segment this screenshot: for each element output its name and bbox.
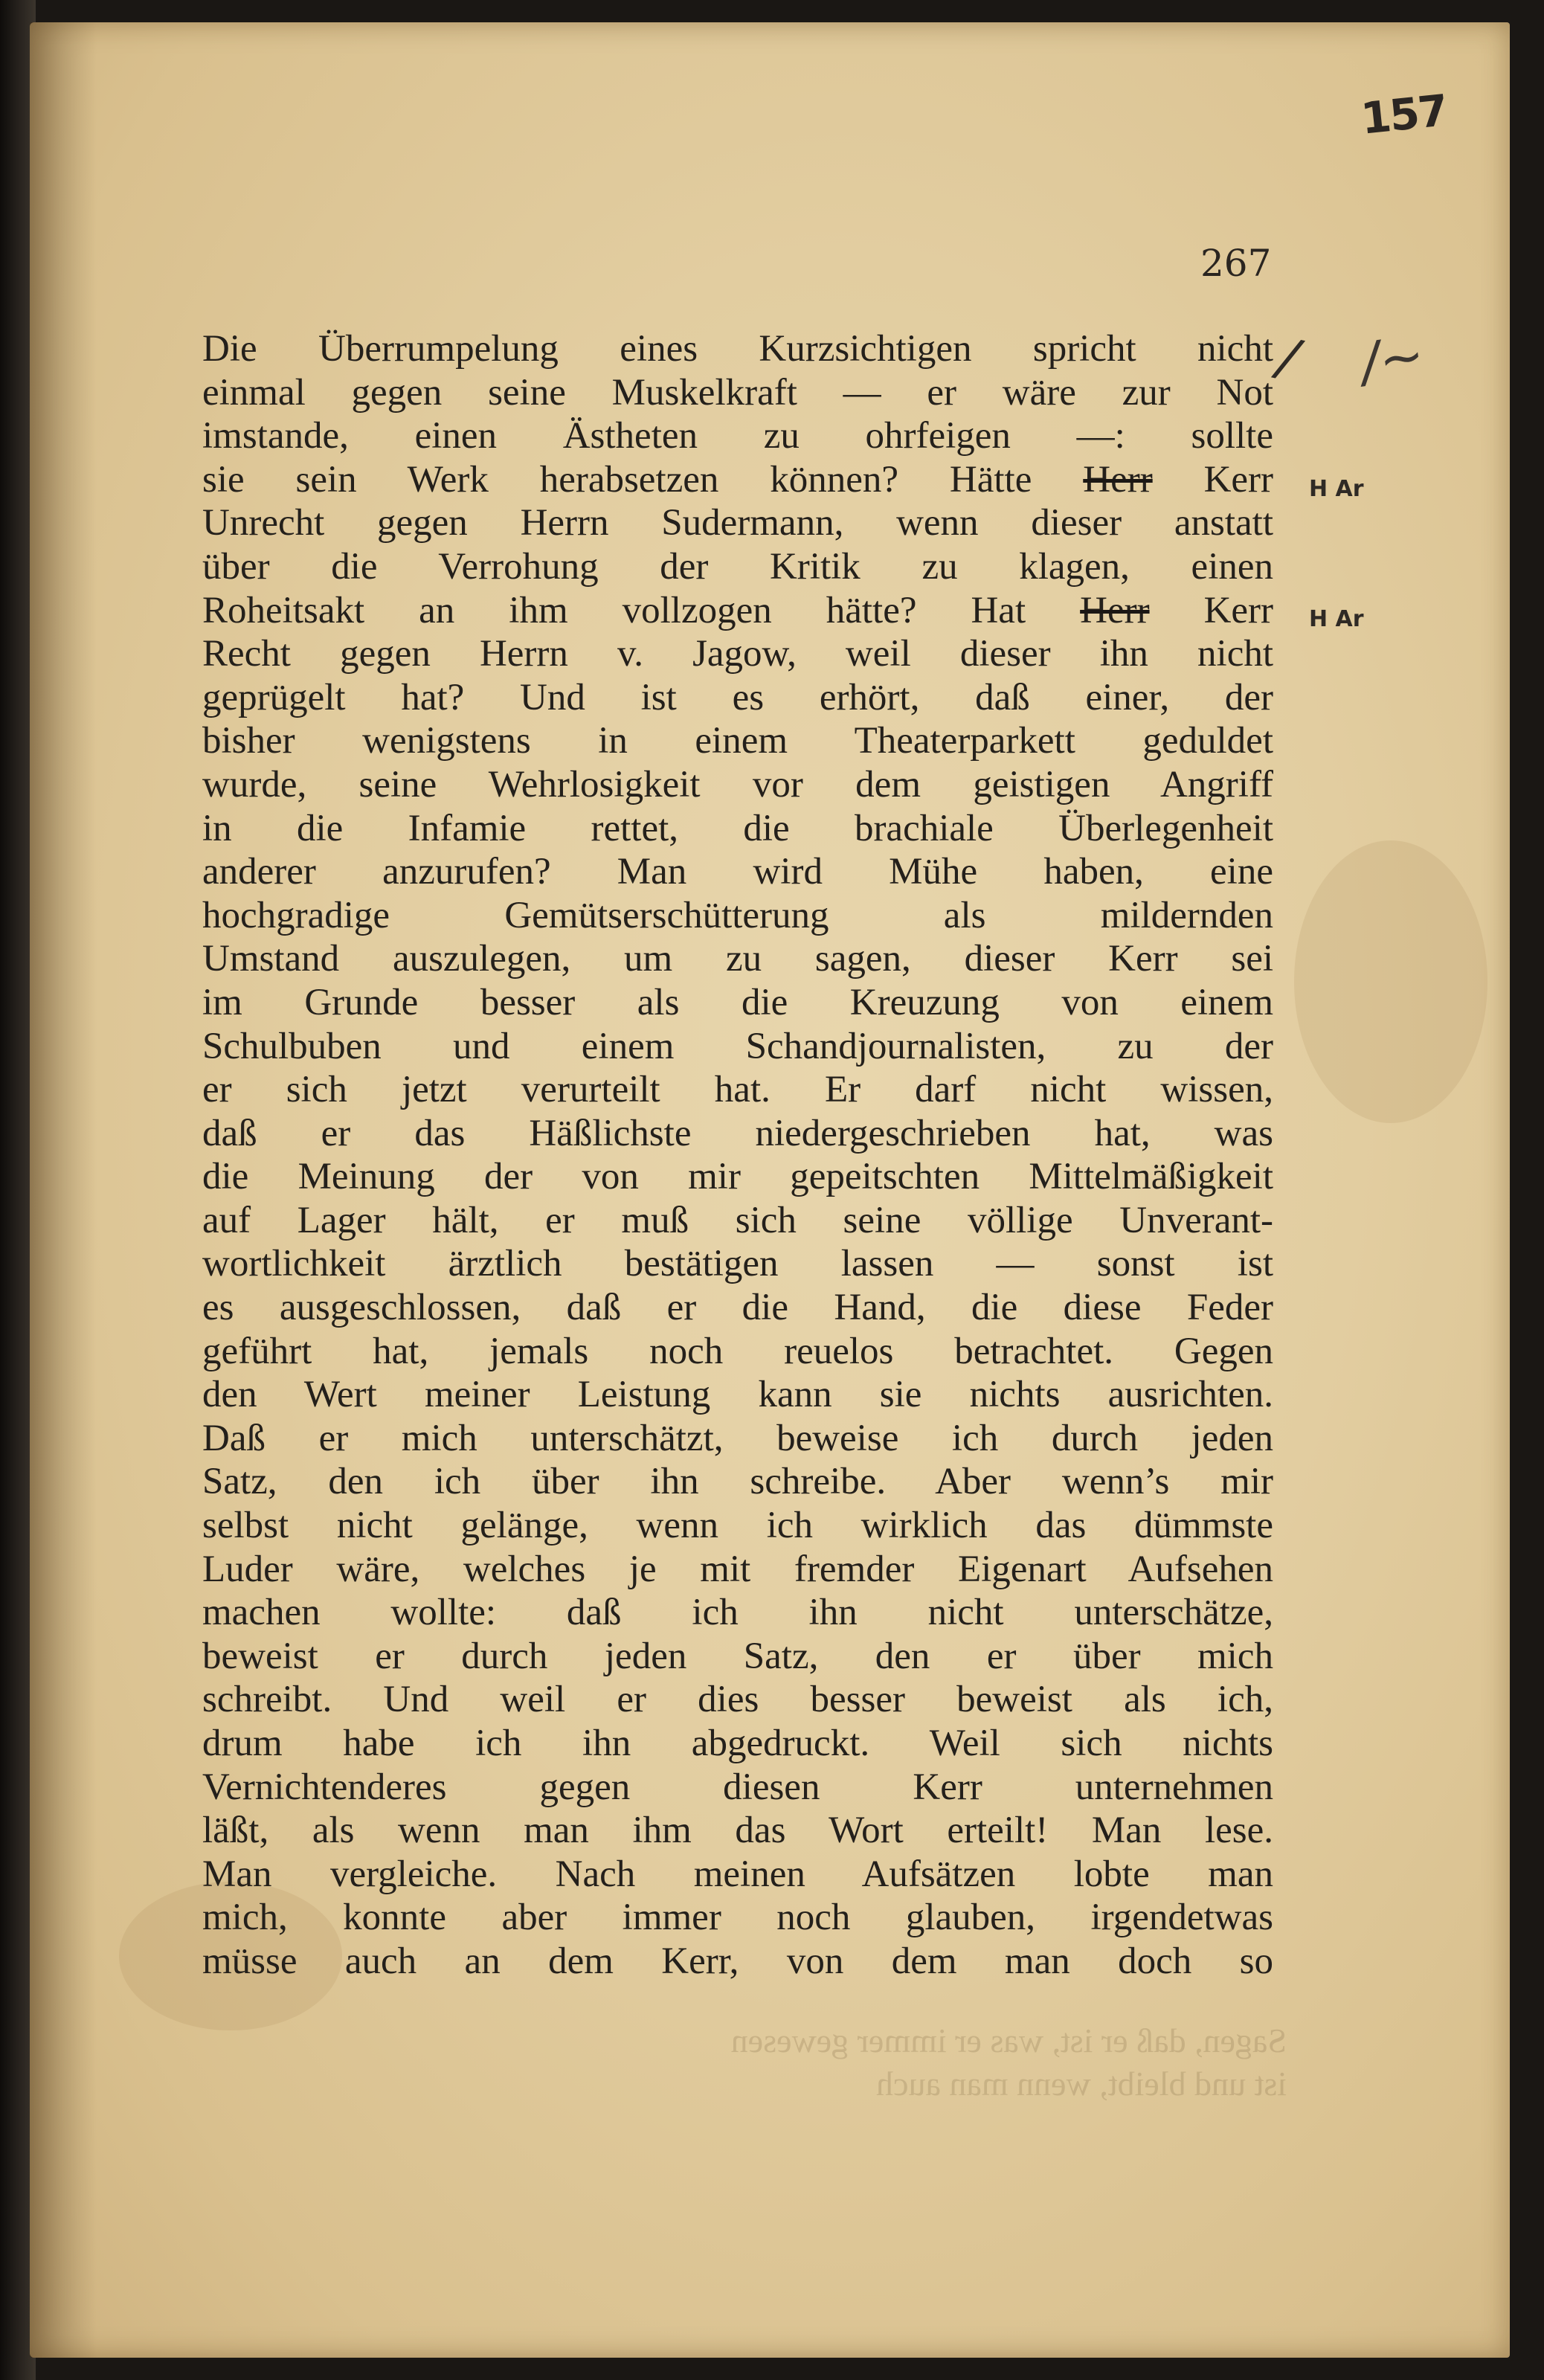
- text-line: geprügelt hat? Und ist es erhört, daß einer, der: [202, 676, 1273, 718]
- text-line: auf Lager hält, er muß sich seine völlige Unverant-: [202, 1199, 1273, 1241]
- text-line: hochgradige Gemütserschütterung als mildernden: [202, 894, 1273, 936]
- handwritten-folio-number: 157: [1358, 85, 1450, 144]
- text-line: daß er das Häßlichste niedergeschrieben hat, was: [202, 1112, 1273, 1154]
- text-line: bisher wenigstens in einem Theaterparkett geduldet: [202, 720, 1273, 762]
- text-line: imstande, einen Ästheten zu ohrfeigen —: sollte: [202, 415, 1273, 457]
- text-line: Daß er mich unterschätzt, beweise ich durch jeden: [202, 1417, 1273, 1459]
- paper-stain: [1294, 840, 1487, 1123]
- text-line: Unrecht gegen Herrn Sudermann, wenn dieser anstatt: [202, 502, 1273, 544]
- text-line: [202, 589, 1273, 633]
- text-line: Man vergleiche. Nach meinen Aufsätzen lobte man: [202, 1853, 1273, 1895]
- page-gutter-shadow: [30, 22, 97, 2358]
- margin-handwritten-note: /~: [1357, 323, 1429, 394]
- text-line: wortlichkeit ärztlich bestätigen lassen — sonst ist: [202, 1243, 1273, 1285]
- text-line: wurde, seine Wehrlosigkeit vor dem geistigen Angriff: [202, 763, 1273, 805]
- text-line: müsse auch an dem Kerr, von dem man doch so: [202, 1940, 1273, 1982]
- margin-mark-herr-2: H Ar: [1309, 606, 1364, 632]
- text-line: die Meinung der von mir gepeitschten Mittelmäßigkeit: [202, 1156, 1273, 1198]
- text-line: mich, konnte aber immer noch glauben, irgendetwas: [202, 1897, 1273, 1939]
- body-text: [202, 327, 1273, 1984]
- text-segment: Kerr: [1149, 589, 1273, 631]
- struck-word: Herr: [1080, 589, 1150, 631]
- text-line: Recht gegen Herrn v. Jagow, weil dieser ihn nicht: [202, 633, 1273, 675]
- text-line: Vernichtenderes gegen diesen Kerr unternehmen: [202, 1766, 1273, 1808]
- text-line: schreibt. Und weil er dies besser beweist als ich,: [202, 1679, 1273, 1721]
- text-line: Satz, den ich über ihn schreibe. Aber wenn’s mir: [202, 1461, 1273, 1503]
- margin-correction-mark: /: [1273, 326, 1303, 390]
- text-line: beweist er durch jeden Satz, den er über mich: [202, 1635, 1273, 1677]
- text-segment: sie sein Werk herabsetzen können? Hätte: [202, 458, 1084, 501]
- text-line: Umstand auszulegen, um zu sagen, dieser Kerr sei: [202, 938, 1273, 980]
- struck-word: Herr: [1083, 458, 1153, 501]
- text-line: geführt hat, jemals noch reuelos betrachtet. Gegen: [202, 1330, 1273, 1372]
- text-line: es ausgeschlossen, daß er die Hand, die diese Feder: [202, 1287, 1273, 1329]
- text-line: läßt, als wenn man ihm das Wort erteilt! Man lese.: [202, 1810, 1273, 1852]
- show-through-text: Sagen, daß er ist, was er immer gewesen ist und bleibt, wenn man auch: [730, 2022, 1287, 2103]
- text-line: drum habe ich ihn abgedruckt. Weil sich nichts: [202, 1723, 1273, 1764]
- margin-mark-herr-1: H Ar: [1309, 476, 1364, 502]
- text-line: den Wert meiner Leistung kann sie nichts ausrichten.: [202, 1374, 1273, 1416]
- text-segment: Roheitsakt an ihm vollzogen hätte? Hat: [202, 589, 1081, 631]
- text-line: im Grunde besser als die Kreuzung von einem: [202, 981, 1273, 1023]
- text-line: selbst nicht gelänge, wenn ich wirklich das dümmste: [202, 1505, 1273, 1547]
- text-line: Schulbuben und einem Schandjournalisten, zu der: [202, 1025, 1273, 1067]
- text-line: machen wollte: daß ich ihn nicht unterschätze,: [202, 1592, 1273, 1634]
- text-line: er sich jetzt verurteilt hat. Er darf nicht wissen,: [202, 1069, 1273, 1111]
- text-line: über die Verrohung der Kritik zu klagen, einen: [202, 545, 1273, 588]
- text-line: einmal gegen seine Muskelkraft — er wäre zur Not: [202, 371, 1273, 414]
- text-line: Die Überrumpelung eines Kurzsichtigen spricht nicht: [202, 328, 1273, 370]
- text-segment: Kerr: [1152, 458, 1273, 501]
- text-line: Luder wäre, welches je mit fremder Eigenart Aufsehen: [202, 1548, 1273, 1590]
- text-line: in die Infamie rettet, die brachiale Überlegenheit: [202, 807, 1273, 849]
- text-line: [202, 458, 1273, 502]
- page-number: 267: [1200, 242, 1272, 285]
- text-line: anderer anzurufen? Man wird Mühe haben, eine: [202, 851, 1273, 893]
